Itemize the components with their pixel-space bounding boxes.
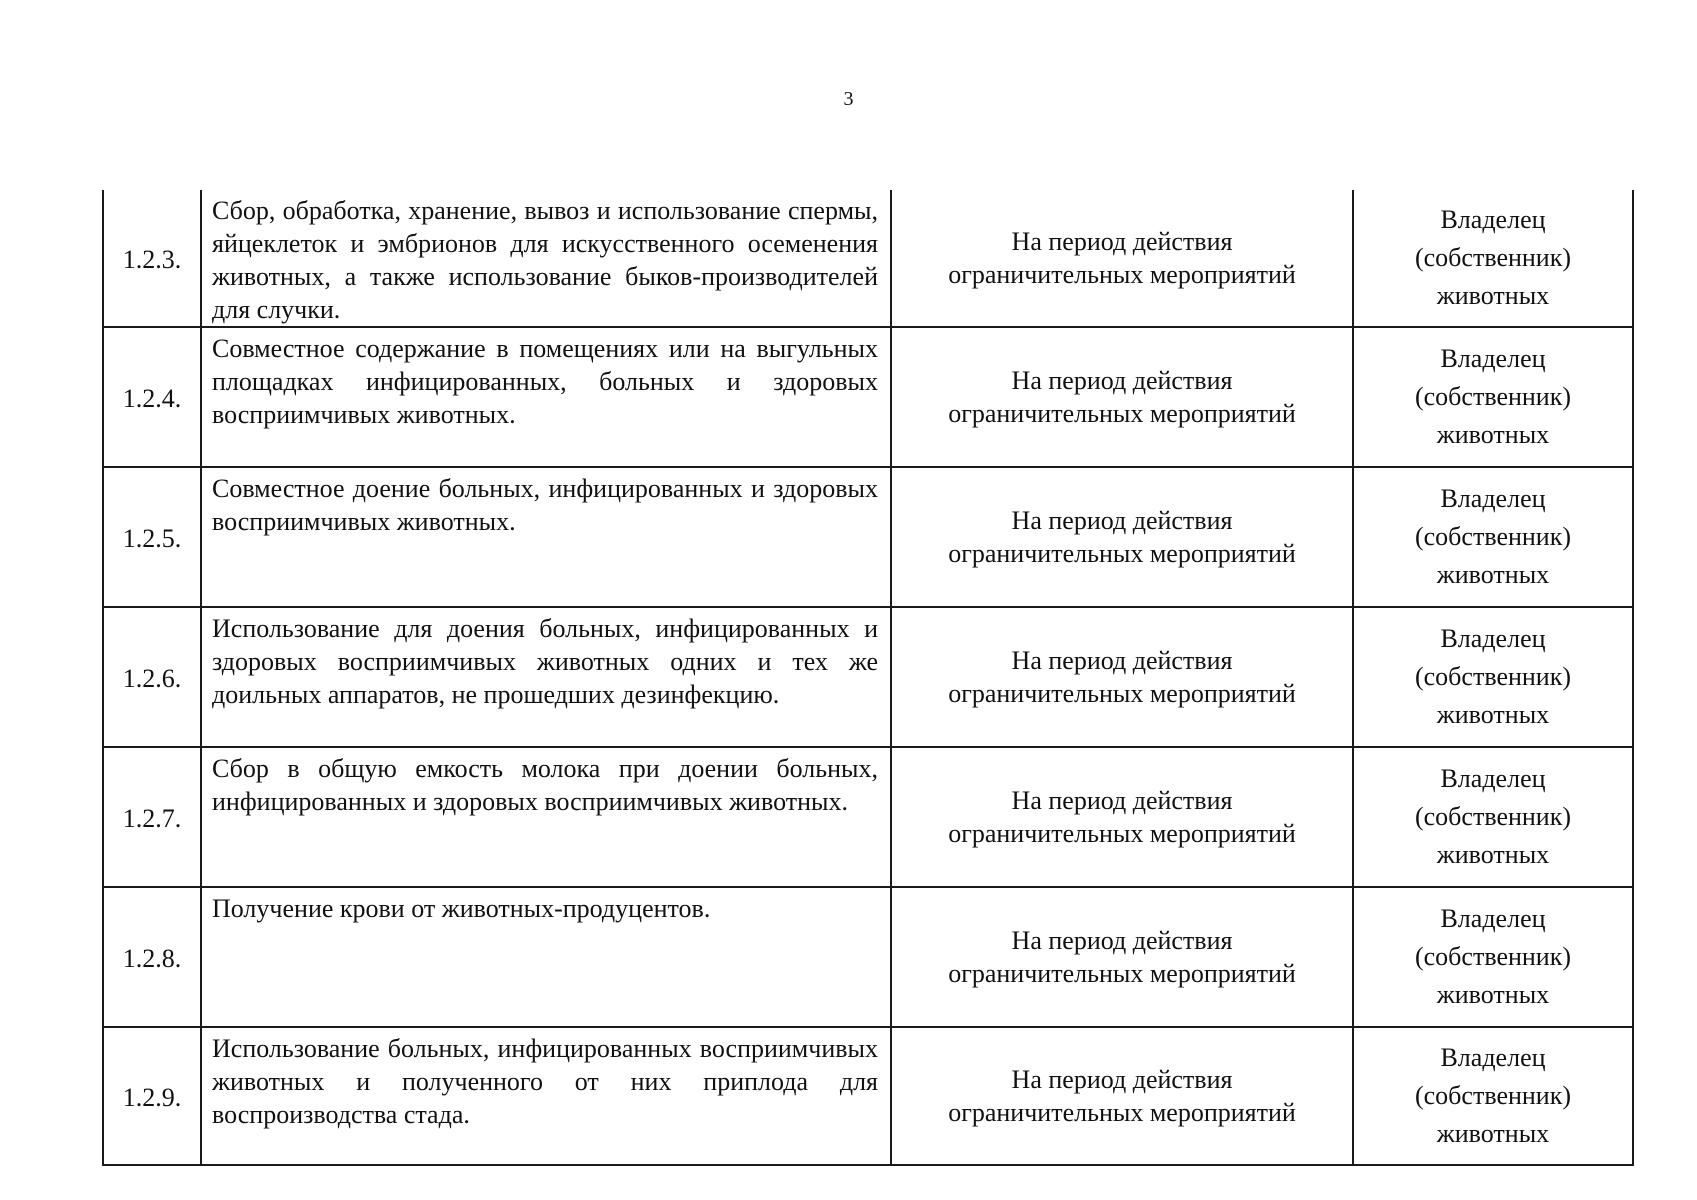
responsible-line-1: Владелец [1440,344,1546,373]
responsible-line-3: животных [1436,420,1550,449]
row-number: 1.2.7. [122,803,182,833]
measure-description: Использование для доения больных, инфицированных и здоровых восприимчивых животных одних и тех же доильных аппаратов, не прошедших дезинфекцию. [201,607,891,747]
row-number-cell [103,747,201,887]
period-cell [891,467,1353,607]
responsible-cell [1353,467,1633,607]
period-cell [891,607,1353,747]
responsible-cell [1353,1027,1633,1165]
table-row [103,1027,1633,1165]
measure-description: Сбор, обработка, хранение, вывоз и использование спермы, яйцеклеток и эмбрионов для искусственного осеменения животных, а также использование быков-производителей для случки. [201,190,891,327]
responsible-line-1: Владелец [1440,764,1546,793]
period-line-2: ограничительных мероприятий [948,539,1296,568]
measure-description: Сбор в общую емкость молока при доении больных, инфицированных и здоровых восприимчивых животных. [201,747,891,887]
responsible-cell [1353,747,1633,887]
responsible-line-1: Владелец [1440,904,1546,933]
table-row [103,607,1633,747]
period-line-2: ограничительных мероприятий [948,679,1296,708]
responsible-cell [1353,887,1633,1027]
row-number: 1.2.6. [122,663,182,693]
responsible-line-2: (собственник) [1414,1081,1572,1110]
row-number-cell [103,887,201,1027]
responsible-line-2: (собственник) [1414,243,1572,272]
responsible-line-1: Владелец [1440,205,1546,234]
row-number-cell [103,607,201,747]
period-line-1: На период действия [1011,926,1233,955]
row-number-cell [103,327,201,467]
row-number-cell [103,190,201,327]
period-line-2: ограничительных мероприятий [948,260,1296,289]
row-number: 1.2.9. [122,1082,182,1112]
period-line-1: На период действия [1011,786,1233,815]
measures-table [102,190,1634,1166]
measure-description: Использование больных, инфицированных восприимчивых животных и полученного от них приплода для воспроизводства стада. [201,1027,891,1165]
table-row [103,190,1633,327]
row-number: 1.2.4. [122,383,182,413]
row-number-cell [103,467,201,607]
responsible-line-2: (собственник) [1414,802,1572,831]
responsible-line-3: животных [1436,1119,1550,1148]
table-row [103,327,1633,467]
period-line-2: ограничительных мероприятий [948,399,1296,428]
responsible-line-1: Владелец [1440,1043,1546,1072]
table-row [103,747,1633,887]
responsible-line-1: Владелец [1440,484,1546,513]
responsible-line-3: животных [1436,840,1550,869]
measure-description: Совместное содержание в помещениях или на выгульных площадках инфицированных, больных и здоровых восприимчивых животных. [201,327,891,467]
row-number: 1.2.5. [122,523,182,553]
responsible-line-2: (собственник) [1414,942,1572,971]
responsible-line-2: (собственник) [1414,522,1572,551]
responsible-line-3: животных [1436,281,1550,310]
responsible-line-3: животных [1436,700,1550,729]
measure-description: Совместное доение больных, инфицированных и здоровых восприимчивых животных. [201,467,891,607]
responsible-cell [1353,190,1633,327]
period-cell [891,747,1353,887]
period-cell [891,887,1353,1027]
row-number: 1.2.3. [122,244,182,274]
responsible-line-1: Владелец [1440,624,1546,653]
period-line-1: На период действия [1011,1065,1233,1094]
period-cell [891,327,1353,467]
period-line-1: На период действия [1011,506,1233,535]
period-cell [891,190,1353,327]
period-line-2: ограничительных мероприятий [948,819,1296,848]
row-number: 1.2.8. [122,943,182,973]
period-line-2: ограничительных мероприятий [948,959,1296,988]
responsible-cell [1353,607,1633,747]
row-number-cell [103,1027,201,1165]
period-line-1: На период действия [1011,646,1233,675]
period-line-1: На период действия [1011,366,1233,395]
responsible-line-3: животных [1436,980,1550,1009]
period-line-1: На период действия [1011,227,1233,256]
responsible-line-3: животных [1436,560,1550,589]
responsible-cell [1353,327,1633,467]
responsible-line-2: (собственник) [1414,382,1572,411]
table-row [103,467,1633,607]
responsible-line-2: (собственник) [1414,662,1572,691]
period-line-2: ограничительных мероприятий [948,1098,1296,1127]
period-cell [891,1027,1353,1165]
page-number: 3 [843,88,854,110]
table-row [103,887,1633,1027]
measure-description: Получение крови от животных-продуцентов. [201,887,891,1027]
